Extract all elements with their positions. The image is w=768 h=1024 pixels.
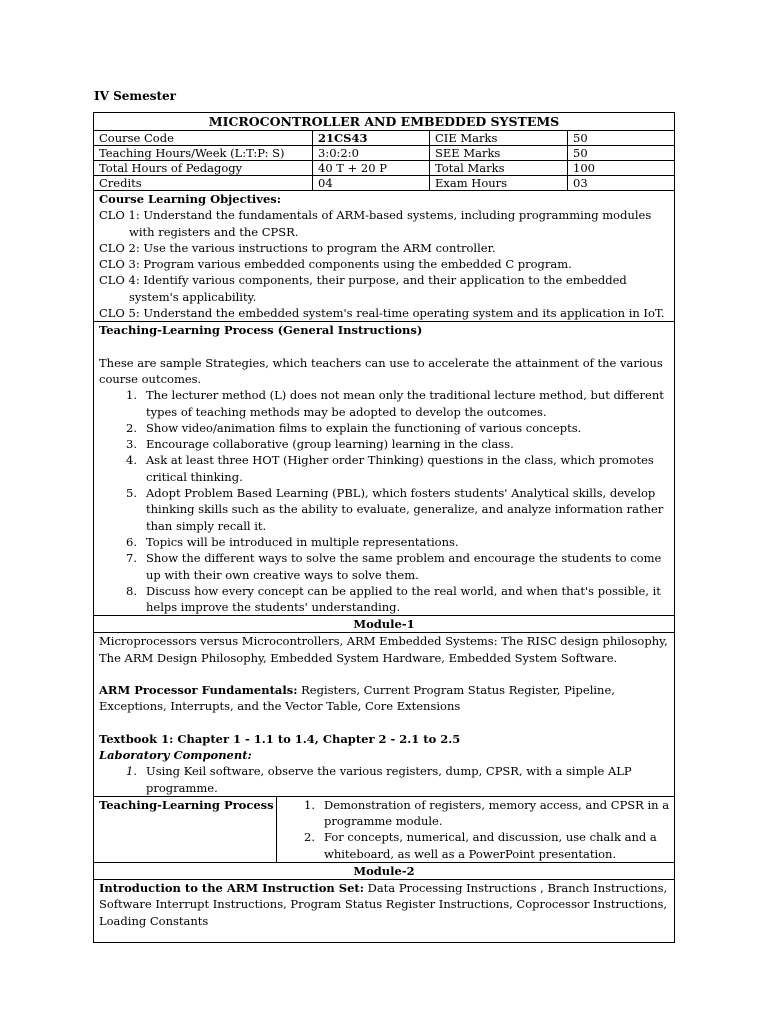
list-item: 5. Adopt Problem Based Learning (PBL), which fosters students' Analytical skills, develop thinking skills such as the ability to evaluate, generalize, and analyze information rather than simply recall it. (126, 486, 664, 533)
module-2-content (94, 880, 674, 942)
info-value: 21CS43 (313, 131, 430, 145)
info-label: Total Hours of Pedagogy (94, 161, 313, 175)
list-item: 2. Show video/animation films to explain the functioning of various concepts. (126, 420, 582, 435)
info-value-2: 50 (573, 131, 588, 145)
info-label-2: CIE Marks (430, 131, 568, 145)
module-2-heading: Module-2 (94, 863, 674, 880)
info-label: Credits (94, 176, 313, 190)
module-1-heading: Module-1 (94, 616, 674, 633)
info-label-2: Total Marks (430, 161, 568, 175)
module-2-topics: Introduction to the ARM Instruction Set: Data Processing Instructions , Branch Instructions, Software Interrupt Instructions, Program Status Register Instructions, Coprocessor Instructions, Loading Constants (99, 880, 668, 928)
list-item: 3. Encourage collaborative (group learning) learning in the class. (126, 437, 514, 452)
semester-label: IV Semester (94, 89, 176, 103)
info-row-pedagogy (94, 161, 674, 176)
syllabus-table (93, 112, 675, 943)
info-label-2: Exam Hours (430, 176, 568, 190)
info-value-2: 03 (573, 176, 588, 190)
list-item: 8. Discuss how every concept can be applied to the real world, and when that's possible, it helps improve the students' understanding. (126, 583, 661, 615)
list-item: 1. Demonstration of registers, memory access, and CPSR in a programme module. (304, 797, 670, 829)
module-1-topics: Microprocessors versus Microcontrollers, ARM Embedded Systems: The RISC design philosophy, The ARM Design Philosophy, Embedded System Hardware, Embedded System Software. (99, 634, 668, 665)
info-label: Teaching Hours/Week (L:T:P: S) (94, 146, 313, 160)
info-row-credits (94, 176, 674, 191)
list-item: 7. Show the different ways to solve the same problem and encourage the students to come up with their own creative ways to solve them. (126, 551, 662, 582)
module-1-tlp (94, 797, 674, 863)
clo-item: CLO 5: Understand the embedded system's real-time operating system and its application in IoT. (99, 306, 665, 321)
info-row-teaching-hours (94, 146, 674, 161)
lab-heading: Laboratory Component: (99, 747, 252, 762)
tlp-general-intro: These are sample Strategies, which teachers can use to accelerate the attainment of the various course outcomes. (99, 355, 663, 386)
tlp-list (277, 797, 674, 862)
list-item: 4. Ask at least three HOT (Higher order Thinking) questions in the class, which promotes critical thinking. (126, 453, 654, 484)
info-row-course-code (94, 131, 674, 146)
tlp-general-heading: Teaching-Learning Process (General Instructions) (99, 323, 423, 338)
module-1-content (94, 633, 674, 796)
objectives-heading: Course Learning Objectives: (99, 192, 282, 206)
strategy-list (99, 387, 669, 615)
course-title: MICROCONTROLLER AND EMBEDDED SYSTEMS (94, 113, 674, 131)
list-item: 1. Using Keil software, observe the various registers, dump, CPSR, with a simple ALP programme. (126, 764, 632, 795)
info-value: 3:0:2:0 (313, 146, 430, 160)
list-item: 1. The lecturer method (L) does not mean only the traditional lecture method, but different types of teaching methods may be adopted to develop the outcomes. (126, 388, 664, 419)
module-1-textbook: Textbook 1: Chapter 1 - 1.1 to 1.4, Chapter 2 - 2.1 to 2.5 (99, 731, 461, 746)
tlp-label: Teaching-Learning Process (94, 797, 277, 862)
clo-item: CLO 2: Use the various instructions to program the ARM controller. (99, 240, 496, 255)
lab-list (99, 763, 669, 796)
list-item: 6. Topics will be introduced in multiple representations. (126, 534, 459, 549)
clo-item: CLO 3: Program various embedded components using the embedded C program. (99, 257, 572, 272)
clo-item: CLO 1: Understand the fundamentals of ARM-based systems, including programming modules with registers and the CPSR. (99, 208, 652, 239)
info-label-2: SEE Marks (430, 146, 568, 160)
info-label: Course Code (94, 131, 313, 145)
info-value-2: 100 (573, 161, 595, 175)
module-1-arm-fundamentals: ARM Processor Fundamentals: Registers, Current Program Status Register, Pipeline, Exceptions, Interrupts, and the Vector Table, Core Extensions (99, 683, 615, 714)
objectives-section (94, 191, 674, 322)
info-value-2: 50 (573, 146, 588, 160)
info-value: 40 T + 20 P (313, 161, 430, 175)
info-value: 04 (313, 176, 430, 190)
list-item: 2. For concepts, numerical, and discussion, use chalk and a whiteboard, as well as a PowerPoint presentation. (304, 830, 657, 861)
clo-item: CLO 4: Identify various components, their purpose, and their application to the embedded system's applicability. (99, 273, 627, 304)
tlp-general-section (94, 322, 674, 616)
